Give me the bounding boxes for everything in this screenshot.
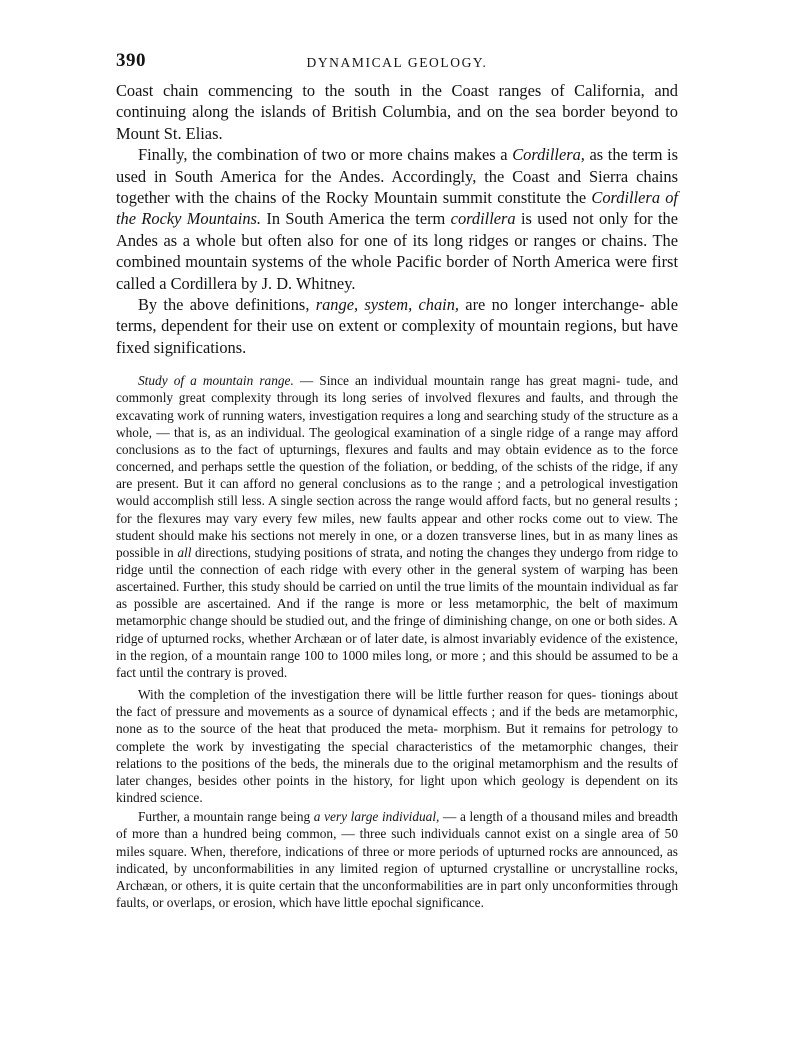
page [116,50,678,913]
text-run: In South America the term [261,209,451,229]
italic-term: a very large individual, [313,809,440,825]
paragraph-study [116,372,678,681]
paragraph-definitions [116,294,678,358]
paragraph-text: Coast chain commencing to the south in the Coast ranges of California, and continuing along the islands of British Columbia, and on the sea border beyond to Mount St. Elias. [116,81,678,143]
italic-term: Cordillera of the Rocky Mountains. [116,188,678,229]
text-run: Further, a mountain range being [138,809,314,825]
text-run: directions, studying positions of strata, and noting the changes they undergo from ridge to ridge until the connection of each ridge with every other in the general system of warping has been ascertained. Further, this study should be carried on until the true limits of the mountain individual as far as possible are ascertained. And if the range is more or less metamorphic, the belt of maximum metamorphic change should be studied out, and the fringe of diminishing change, on one or both sides. A ridge of upturned rocks, whether Archæan or of later date, is almost invariably evidence of the existence, in the region, of a mountain range 100 to 1000 miles long, or more ; and this should be assumed to be a fact until the contrary is proved. [116,544,678,680]
text-run: Finally, the combination of two or more chains makes a [138,145,513,165]
paragraph-completion [116,686,678,806]
text-run: as the term is used in South America for the Andes. Accordingly, the Coast and Sierra chains together with the chains of the Rocky Mountain summit constitute the [116,145,678,208]
paragraph-cordillera [116,144,678,294]
paragraph-text: With the completion of the investigation there will be little further reason for ques- tionings about the fact of pressure and movements as a source of dynamical effects ; and if the beds are metamorphic, none as to the source of the heat that produced the meta- morphism. But it remains for petrology to complete the work by investigating the special characteristics of the metamorphic changes, their relations to the positions of the beds, the minerals due to the original metamorphism and the results of later changes, besides other points in the history, for light upon which geology is dependent on its kindred science. [116,687,678,806]
italic-term: all [177,544,192,560]
paragraph-further [116,808,678,911]
text-run: is used not only for the Andes as a whole but often also for one of its long ridges or ranges or chains. The combined mountain systems of the whole Pacific border of North America were first called a Cordillera by J. D. Whitney. [116,209,678,293]
page-number: 390 [116,50,146,71]
page-header [116,50,678,80]
paragraph-coast-chain [116,80,678,144]
small-print-section [116,372,678,911]
italic-term: cordillera [450,209,516,229]
text-run: — a length of a thousand miles and breadth of more than a hundred being common, — three such individuals cannot exist on a single area of 50 miles square. When, therefore, indications of three or more periods of upturned rocks are announced, as indicated, by unconformabilities in any limited region of upturned crystalline or uncrystalline rocks, Archæan, or others, it is quite certain that the unconformabilities are in part only unconformities through faults, or overlaps, or erosion, which have little epochal significance. [116,809,678,910]
running-head: DYNAMICAL GEOLOGY. [306,55,488,70]
italic-term: Cordillera, [512,145,585,165]
text-run: are no longer interchange- able terms, dependent for their use on extent or complexity of mountain regions, but have fixed significations. [116,295,679,357]
main-text [116,80,678,358]
text-run: — Since an individual mountain range has great magni- tude, and commonly great complexity through its long series of involved flexures and faults, and through the excavating work of running waters, investigation requires a long and searching study of the structure as a whole, — that is, as an individual. The geological examination of a single ridge of a range may afford conclusions as to the fact of upturnings, flexures and faults and may obtain evidence as to the force concerned, and perhaps settle the question of the foliation, or bedding, of the schists of the ridge, if any are present. But it can afford no general conclusions as to the range ; and a petrological investigation would accomplish still less. A single section across the range would afford facts, but no general results ; for the flexures may vary every few miles, new faults appear and other rocks come out to view. The student should make his sections not merely in one, or a dozen transverse lines, but in as many lines as possible in [116,373,678,560]
italic-term: range, system, chain, [315,295,459,315]
text-run: By the above definitions, [138,295,316,315]
section-heading: Study of a mountain range. [138,373,294,389]
